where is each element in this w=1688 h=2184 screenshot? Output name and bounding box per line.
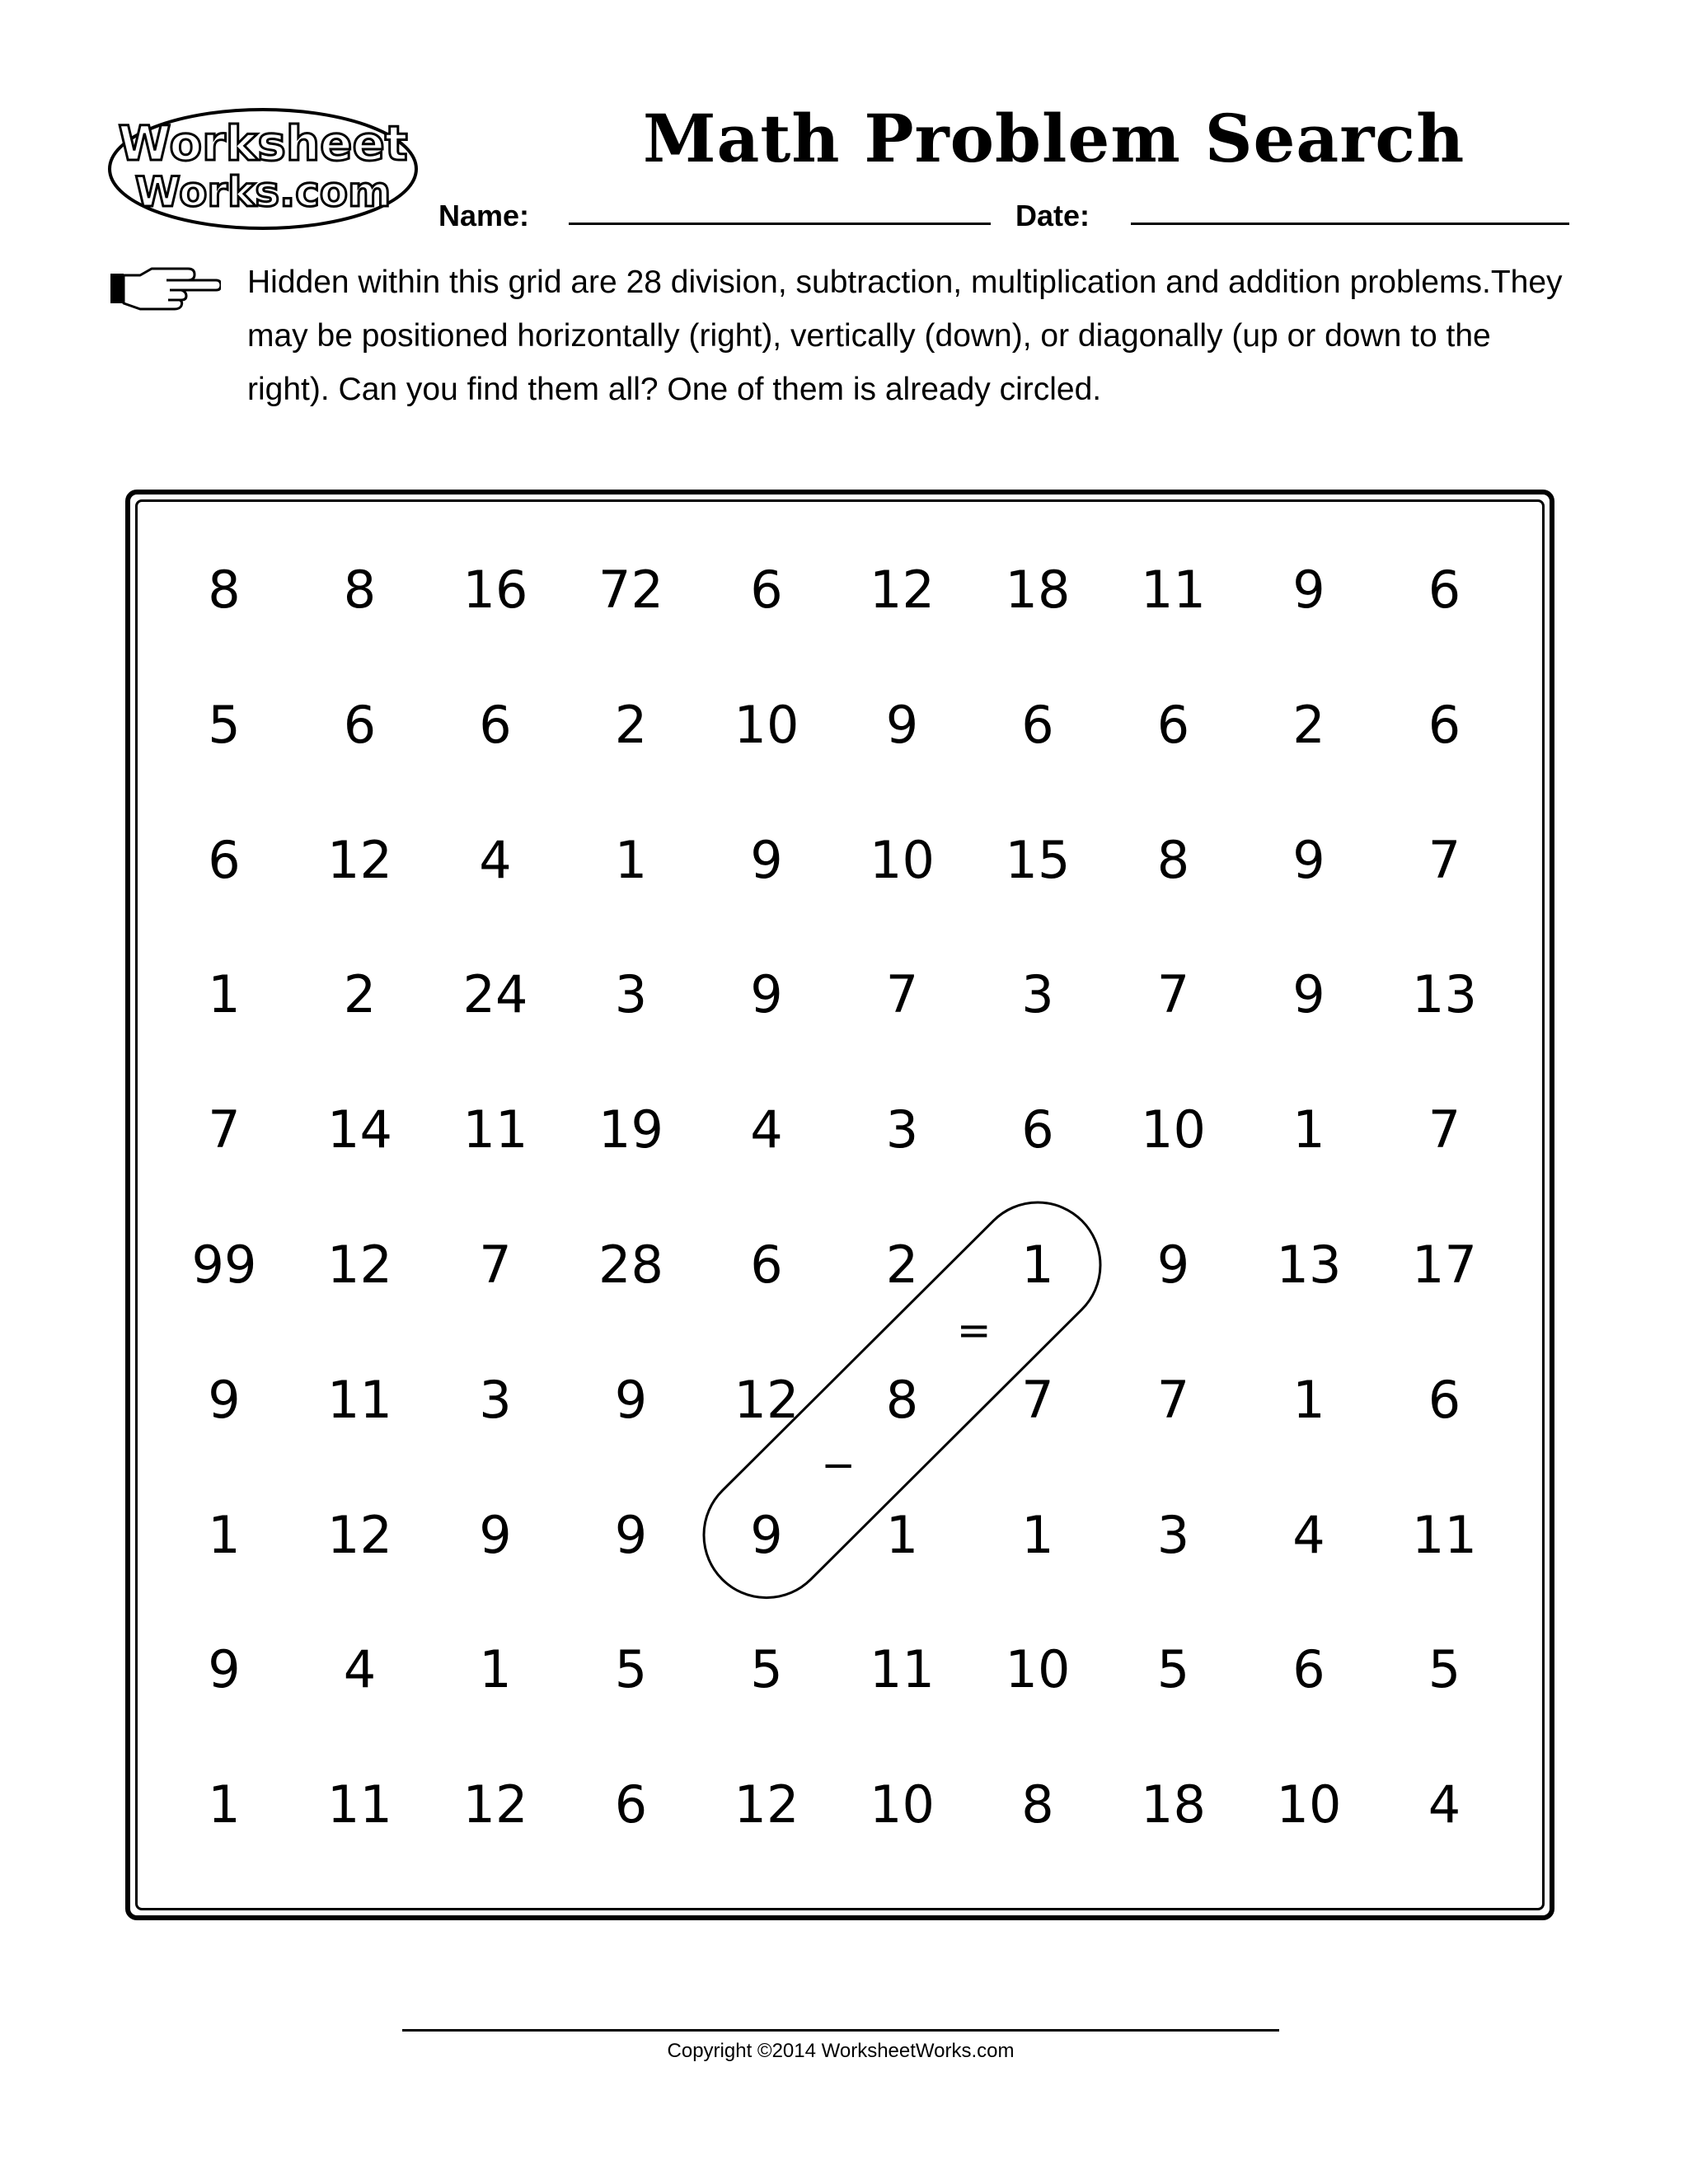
grid-cell[interactable]: 4 xyxy=(1292,1504,1325,1565)
grid-cell[interactable]: 6 xyxy=(343,694,377,755)
grid-cell[interactable]: 7 xyxy=(1428,829,1461,890)
grid-cell[interactable]: 4 xyxy=(343,1639,377,1700)
grid-cell[interactable]: 5 xyxy=(208,694,241,755)
grid-cell[interactable]: 8 xyxy=(208,560,241,620)
grid-cell[interactable]: 13 xyxy=(1412,964,1477,1025)
grid-cell[interactable]: 14 xyxy=(327,1099,392,1160)
grid-cell[interactable]: 7 xyxy=(1156,964,1190,1025)
grid-cell[interactable]: 18 xyxy=(1141,1774,1206,1835)
grid-cell[interactable]: 1 xyxy=(1292,1369,1325,1430)
grid-cell[interactable]: 2 xyxy=(885,1235,919,1295)
grid-cell[interactable]: 3 xyxy=(1156,1504,1190,1565)
circled-example-operator-2: = xyxy=(956,1305,992,1354)
grid-cell[interactable]: 1 xyxy=(614,829,648,890)
grid-cell[interactable]: 11 xyxy=(1141,560,1206,620)
grid-cell[interactable]: 7 xyxy=(1021,1369,1054,1430)
grid-cell[interactable]: 9 xyxy=(750,1504,783,1565)
grid-cell[interactable]: 2 xyxy=(343,964,377,1025)
grid-cell[interactable]: 1 xyxy=(885,1504,919,1565)
grid-cell[interactable]: 6 xyxy=(750,1235,783,1295)
grid-cell[interactable]: 4 xyxy=(479,829,512,890)
grid-cell[interactable]: 6 xyxy=(1428,1369,1461,1430)
grid-cell[interactable]: 11 xyxy=(1412,1504,1477,1565)
grid-cell[interactable]: 16 xyxy=(462,560,528,620)
grid-cell[interactable]: 12 xyxy=(734,1369,799,1430)
grid-cell[interactable]: 1 xyxy=(208,1504,241,1565)
grid-cell[interactable]: 4 xyxy=(750,1099,783,1160)
grid-cell[interactable]: 5 xyxy=(1428,1639,1461,1700)
circled-example-operator-1: − xyxy=(821,1441,856,1489)
grid-cell[interactable]: 7 xyxy=(208,1099,241,1160)
grid-cell[interactable]: 9 xyxy=(885,694,919,755)
grid-cell[interactable]: 6 xyxy=(479,694,512,755)
grid-cell[interactable]: 2 xyxy=(614,694,648,755)
grid-cell[interactable]: 6 xyxy=(1428,694,1461,755)
grid-cell[interactable]: 7 xyxy=(885,964,919,1025)
grid-cell[interactable]: 10 xyxy=(734,694,799,755)
grid-cell[interactable]: 10 xyxy=(1141,1099,1206,1160)
grid-cell[interactable]: 12 xyxy=(734,1774,799,1835)
grid-cell[interactable]: 72 xyxy=(598,560,663,620)
grid-cell[interactable]: 12 xyxy=(327,1235,392,1295)
grid-cell[interactable]: 10 xyxy=(1276,1774,1342,1835)
footer-divider xyxy=(402,2029,1279,2032)
grid-cell[interactable]: 8 xyxy=(885,1369,919,1430)
grid-cell[interactable]: 15 xyxy=(1005,829,1071,890)
grid-cell[interactable]: 3 xyxy=(1021,964,1054,1025)
grid-cell[interactable]: 9 xyxy=(750,829,783,890)
grid-cell[interactable]: 9 xyxy=(614,1369,648,1430)
grid-cell[interactable]: 11 xyxy=(870,1639,935,1700)
grid-cell[interactable]: 9 xyxy=(1292,829,1325,890)
grid-cell[interactable]: 6 xyxy=(1021,1099,1054,1160)
grid-cell[interactable]: 18 xyxy=(1005,560,1071,620)
grid-cell[interactable]: 2 xyxy=(1292,694,1325,755)
grid-cell[interactable]: 7 xyxy=(1156,1369,1190,1430)
grid-cell[interactable]: 9 xyxy=(208,1369,241,1430)
grid-cell[interactable]: 3 xyxy=(479,1369,512,1430)
grid-cell[interactable]: 24 xyxy=(462,964,528,1025)
grid-cell[interactable]: 13 xyxy=(1276,1235,1342,1295)
grid-cell[interactable]: 9 xyxy=(208,1639,241,1700)
grid-cell[interactable]: 7 xyxy=(1428,1099,1461,1160)
grid-cell[interactable]: 8 xyxy=(343,560,377,620)
grid-cell[interactable]: 3 xyxy=(614,964,648,1025)
grid-cell[interactable]: 12 xyxy=(327,829,392,890)
grid-cell[interactable]: 19 xyxy=(598,1099,663,1160)
grid-cell[interactable]: 8 xyxy=(1156,829,1190,890)
grid-cell[interactable]: 11 xyxy=(327,1369,392,1430)
grid-cell[interactable]: 10 xyxy=(870,1774,935,1835)
logo-line1: Worksheet xyxy=(118,115,408,171)
grid-cell[interactable]: 1 xyxy=(1021,1235,1054,1295)
grid-cell[interactable]: 6 xyxy=(1292,1639,1325,1700)
grid-cell[interactable]: 9 xyxy=(614,1504,648,1565)
grid-cell[interactable]: 6 xyxy=(1021,694,1054,755)
grid-cell[interactable]: 1 xyxy=(479,1639,512,1700)
grid-cell[interactable]: 28 xyxy=(598,1235,663,1295)
grid-cell[interactable]: 11 xyxy=(462,1099,528,1160)
grid-cell[interactable]: 12 xyxy=(870,560,935,620)
date-label: Date: xyxy=(1015,199,1090,232)
grid-cell[interactable]: 11 xyxy=(327,1774,392,1835)
grid-cell[interactable]: 1 xyxy=(208,964,241,1025)
grid-cell[interactable]: 9 xyxy=(1292,560,1325,620)
name-label: Name: xyxy=(438,199,530,232)
grid-cell[interactable]: 6 xyxy=(1428,560,1461,620)
grid-cell[interactable]: 4 xyxy=(1428,1774,1461,1835)
grid-cell[interactable]: 10 xyxy=(1005,1639,1071,1700)
copyright-text: Copyright ©2014 WorksheetWorks.com xyxy=(667,2040,1015,2062)
grid-cell[interactable]: 1 xyxy=(1292,1099,1325,1160)
grid-cell[interactable]: 9 xyxy=(1156,1235,1190,1295)
grid-cell[interactable]: 12 xyxy=(462,1774,528,1835)
grid-cell[interactable]: 10 xyxy=(870,829,935,890)
grid-cell[interactable]: 5 xyxy=(1156,1639,1190,1700)
grid-cell[interactable]: 9 xyxy=(479,1504,512,1565)
grid-cell[interactable]: 6 xyxy=(614,1774,648,1835)
grid-cell[interactable]: 12 xyxy=(327,1504,392,1565)
grid-cell[interactable]: 9 xyxy=(750,964,783,1025)
grid-cell[interactable]: 6 xyxy=(750,560,783,620)
grid-cell[interactable]: 5 xyxy=(614,1639,648,1700)
grid-cell[interactable]: 8 xyxy=(1021,1774,1054,1835)
logo-line2: Works.com xyxy=(134,168,392,216)
grid-cell[interactable]: 3 xyxy=(885,1099,919,1160)
grid-cell[interactable]: 7 xyxy=(479,1235,512,1295)
instructions-text: Hidden within this grid are 28 division, subtraction, multiplication and addition problems.They may be positioned horizontally (right), vertically (down), or diagonally (up or down to the right). Can you find them all? One of them is already circled. xyxy=(247,265,1563,407)
grid-cell[interactable]: 99 xyxy=(191,1235,257,1295)
grid-cell[interactable]: 1 xyxy=(1021,1504,1054,1565)
grid-cell[interactable]: 1 xyxy=(208,1774,241,1835)
grid-cell[interactable]: 6 xyxy=(1156,694,1190,755)
page-title: Math Problem Search xyxy=(643,100,1465,177)
grid-cell[interactable]: 9 xyxy=(1292,964,1325,1025)
grid-cell[interactable]: 5 xyxy=(750,1639,783,1700)
grid-cell[interactable]: 17 xyxy=(1412,1235,1477,1295)
grid-cell[interactable]: 6 xyxy=(208,829,241,890)
